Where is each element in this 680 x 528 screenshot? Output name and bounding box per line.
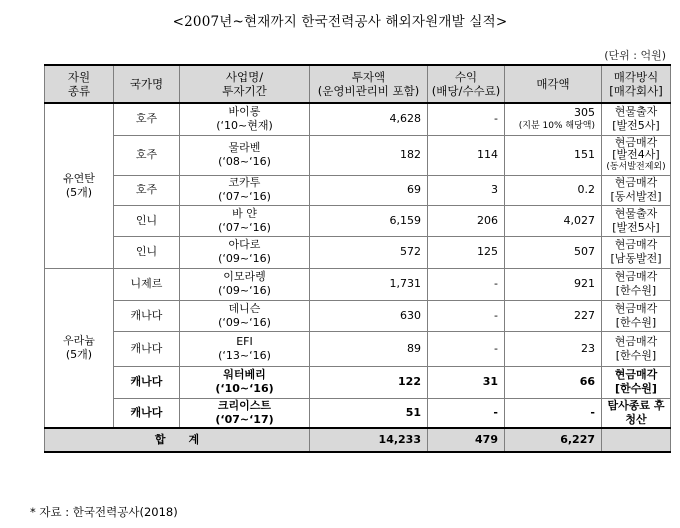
- total-sale: 6,227: [505, 428, 602, 452]
- sale-cell: 4,027: [505, 205, 602, 236]
- project-cell: EFI (‘13~‘16): [180, 331, 310, 366]
- investment-cell: 630: [310, 300, 428, 331]
- sale-cell: 0.2: [505, 175, 602, 205]
- project-cell: 물라벤 (‘08~‘16): [180, 135, 310, 175]
- header-investment: 투자액 (운영비관리비 포함): [310, 65, 428, 103]
- project-cell: 바이롱 (‘10~현재): [180, 103, 310, 135]
- project-cell: 아다로 (‘09~‘16): [180, 236, 310, 268]
- table-row: [45, 366, 671, 398]
- sale-cell: 921: [505, 268, 602, 300]
- header-row: [45, 65, 671, 103]
- project-cell: 크리이스트 (‘07~‘17): [180, 398, 310, 428]
- header-revenue: 수익 (배당/수수료): [428, 65, 505, 103]
- method-cell: 현금매각 [한수원]: [602, 268, 671, 300]
- sale-cell: 305 (지분 10% 해당액): [505, 103, 602, 135]
- investment-cell: 122: [310, 366, 428, 398]
- page-title: <2007년~현재까지 한국전력공사 해외자원개발 실적>: [172, 14, 508, 30]
- revenue-cell: 206: [428, 205, 505, 236]
- sale-cell: 23: [505, 331, 602, 366]
- resource-type-cell: 유연탄 (5개): [45, 103, 114, 268]
- table-row: [45, 331, 671, 366]
- table-row: [45, 205, 671, 236]
- revenue-cell: -: [428, 398, 505, 428]
- method-cell: 현금매각 [발전4사] (동서발전제외): [602, 135, 671, 175]
- investment-cell: 182: [310, 135, 428, 175]
- country-cell: 인니: [114, 236, 180, 268]
- header-project: 사업명/ 투자기간: [180, 65, 310, 103]
- investment-cell: 4,628: [310, 103, 428, 135]
- investment-cell: 89: [310, 331, 428, 366]
- header-resource: 자원 종류: [45, 65, 114, 103]
- investment-cell: 69: [310, 175, 428, 205]
- sale-cell: 507: [505, 236, 602, 268]
- revenue-cell: -: [428, 300, 505, 331]
- method-cell: 현금매각 [한수원]: [602, 300, 671, 331]
- investment-cell: 1,731: [310, 268, 428, 300]
- investment-cell: 572: [310, 236, 428, 268]
- method-cell: 현금매각 [한수원]: [602, 331, 671, 366]
- method-cell: 현물출자 [발전5사]: [602, 103, 671, 135]
- sale-cell: 66: [505, 366, 602, 398]
- project-cell: 바 얀 (‘07~‘16): [180, 205, 310, 236]
- revenue-cell: 114: [428, 135, 505, 175]
- method-cell: 현물출자 [발전5사]: [602, 205, 671, 236]
- header-country: 국가명: [114, 65, 180, 103]
- table-row: [45, 236, 671, 268]
- total-row: [45, 428, 671, 452]
- total-method: [602, 428, 671, 452]
- method-cell: 현금매각 [한수원]: [602, 366, 671, 398]
- project-cell: 코카투 (‘07~‘16): [180, 175, 310, 205]
- unit-label: (단위 : 억원): [604, 49, 666, 62]
- method-cell: 탐사종료 후 청산: [602, 398, 671, 428]
- method-cell: 현금매각 [남동발전]: [602, 236, 671, 268]
- revenue-cell: 3: [428, 175, 505, 205]
- country-cell: 인니: [114, 205, 180, 236]
- project-cell: 워터베리 (‘10~‘16): [180, 366, 310, 398]
- header-sale: 매각액: [505, 65, 602, 103]
- table-row: [45, 103, 671, 135]
- project-cell: 이모라렝 (‘09~‘16): [180, 268, 310, 300]
- table-row: [45, 300, 671, 331]
- sale-cell: 227: [505, 300, 602, 331]
- country-cell: 호주: [114, 135, 180, 175]
- table-row: [45, 398, 671, 428]
- table-row: [45, 175, 671, 205]
- country-cell: 호주: [114, 103, 180, 135]
- sale-cell: -: [505, 398, 602, 428]
- source-note: * 자료 : 한국전력공사(2018): [30, 505, 178, 519]
- total-revenue: 479: [428, 428, 505, 452]
- revenue-cell: 31: [428, 366, 505, 398]
- table-row: [45, 268, 671, 300]
- country-cell: 캐나다: [114, 398, 180, 428]
- revenue-cell: 125: [428, 236, 505, 268]
- sale-cell: 151: [505, 135, 602, 175]
- country-cell: 캐나다: [114, 366, 180, 398]
- investment-cell: 6,159: [310, 205, 428, 236]
- country-cell: 캐나다: [114, 331, 180, 366]
- total-investment: 14,233: [310, 428, 428, 452]
- revenue-cell: -: [428, 268, 505, 300]
- country-cell: 호주: [114, 175, 180, 205]
- table-row: [45, 135, 671, 175]
- overseas-resource-table: [44, 64, 671, 453]
- revenue-cell: -: [428, 103, 505, 135]
- method-cell: 현금매각 [동서발전]: [602, 175, 671, 205]
- resource-type-cell: 우라늄 (5개): [45, 268, 114, 428]
- country-cell: 니제르: [114, 268, 180, 300]
- revenue-cell: -: [428, 331, 505, 366]
- total-label: 합 계: [45, 428, 310, 452]
- header-method: 매각방식 [매각회사]: [602, 65, 671, 103]
- country-cell: 캐나다: [114, 300, 180, 331]
- investment-cell: 51: [310, 398, 428, 428]
- project-cell: 데니슨 (‘09~‘16): [180, 300, 310, 331]
